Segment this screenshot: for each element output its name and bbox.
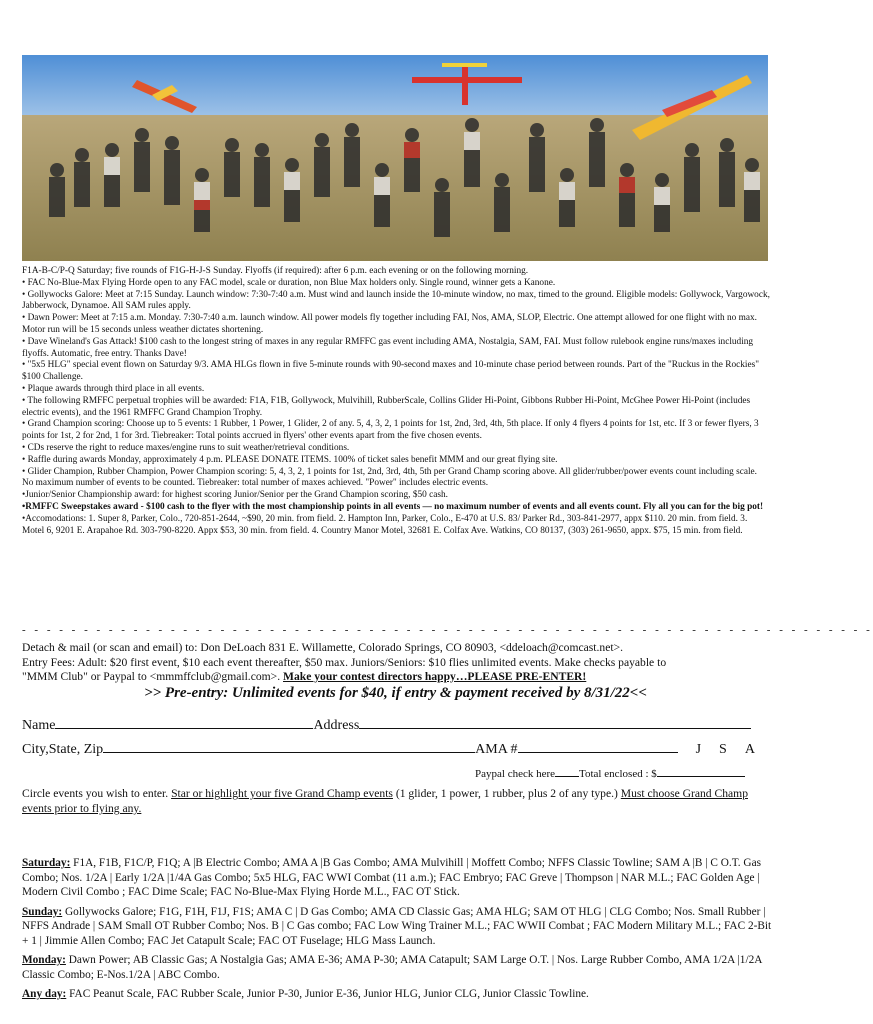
paypal-check-field[interactable]: [555, 766, 579, 777]
payment-row: [475, 766, 745, 780]
ama-number-label: AMA #: [475, 742, 518, 757]
total-enclosed-field[interactable]: [657, 766, 745, 777]
sunday-event-text: Gollywocks Galore; F1G, F1H, F1J, F1S; AMA C | D Gas Combo; AMA CD Classic Gas; AMA HLG; SAM OT HLG | CLG Combo; Nos. Small Rubber | NFFS Andrade | SAM Small OT Rubber Combo; Nos. B | C Gas combo; FAC Low Wing Trainer M.L.; FAC WWII Combat ; FAC Modern Military M.L.; FAC 2-Bit + 1 | Jimmie Allen Combo; FAC Jet Catapult Scale; FAC OT Fuselage; HLG Mass Launch.: [22, 905, 772, 947]
rules-line: •Accomodations: 1. Super 8, Parker, Colo., 720-851-2644, ~$90, 20 min. from field. 2. Hampton Inn, Parker, Colo., E-470 at U.S. 83/ Parker Rd., 303-841-2977, appx $110. 20 min. from field. 3. Motel 6, 9201 E. Arapahoe Rd. 303-790-8220. Appx $53, 30 min. from field. 4. Country Manor Motel, 32681 E. Colfax Ave. Watkins, CO 80137, (303) 261-9650, appx. $75, 15 min. from field.: [22, 513, 748, 536]
city-ama-row: [22, 740, 755, 758]
monday-events: [22, 953, 774, 982]
class-senior-option[interactable]: S: [719, 742, 727, 757]
rules-line: • Glider Champion, Rubber Champion, Power Champion scoring: 5, 4, 3, 2, 1 points for 1st, 2nd, 3rd, 4th, 5th per Grand Champ scoring above. All glider/rubber/power events count including scale. No maximum number of events to be counted. Tiebreaker: total number of maxes achieved. "Power" includes electric events.: [22, 466, 758, 489]
any-day-event-text: FAC Peanut Scale, FAC Rubber Scale, Junior P-30, Junior E-36, Junior HLG, Junior CLG, Junior Classic Towline.: [66, 988, 589, 1000]
paypal-check-label: Paypal check here: [475, 768, 556, 780]
city-state-zip-field[interactable]: [103, 740, 475, 753]
rules-section: [22, 266, 770, 537]
star-highlight-text: Star or highlight your five Grand Champ events: [171, 787, 393, 800]
paypal-text: "MMM Club" or Paypal to <mmmffclub@gmail.com>.: [22, 670, 284, 683]
rules-line: • CDs reserve the right to reduce maxes/engine runs to suit weather/retrieval conditions.: [22, 442, 350, 453]
pre-entry-banner: >> Pre-entry: Unlimited events for $40, if entry & payment received by 8/31/22<<: [144, 685, 647, 701]
saturday-event-text: F1A, F1B, F1C/P, F1Q; A |B Electric Combo; AMA A |B Gas Combo; AMA Mulvihill | Moffett Combo; NFFS Classic Towline; SAM A |B | C O.T. Gas Combo; Nos. 1/2A | Early 1/2A |1/4A Gas Combo; 5x5 HLG, FAC WWI Combat (11 a.m.); FAC Embryo; FAC Greve | Thompson | NAR M.L.; FAC Golden Age | Modern Civil Combo ; FAC Dime Scale; FAC No-Blue-Max Flying Horde M.L., FAC OT Stick.: [22, 857, 761, 898]
any-day-label: Any day:: [22, 988, 67, 1000]
event-list: [22, 856, 774, 1007]
city-state-zip-label: City,State, Zip: [22, 742, 104, 757]
entry-fees-line: Entry Fees: Adult: $20 first event, $10 each event thereafter, $50 max. Juniors/Seniors: $10 flies unlimited events. Make checks payable to: [22, 655, 667, 669]
name-label: Name: [22, 718, 56, 733]
total-enclosed-label: Total enclosed : $: [579, 768, 657, 780]
paypal-line: [22, 670, 772, 685]
rules-line: • "5x5 HLG" special event flown on Saturday 9/3. AMA HLGs flown in five 5-minute rounds with 90-second maxes and 10-minute chase period between rounds. Part of the "Ruckus in the Rockies" $100 Challenge.: [22, 360, 759, 383]
must-choose-text: Must choose Grand Champ events prior to flying any.: [22, 787, 748, 815]
rules-line: • Grand Champion scoring: Choose up to 5 events: 1 Rubber, 1 Power, 1 Glider, 2 of any. 5, 4, 3, 2, 1 points for 1st, 2nd, 3rd, 4th, 5th place. If only 4 flyers 4 points for 1st, etc. If 3 or fewer flyers, 3 points for 1st, 2 for 2nd, 1 for 3rd. Tiebreaker: Total points accrued in flyers' other events apart from the five chosen events.: [22, 419, 759, 442]
name-address-row: [22, 716, 751, 734]
rules-line: •RMFFC Sweepstakes award - $100 cash to the flyer with the most championship points in all events — no maximum number of events and all events count. Fly all you can for the big pot!: [22, 501, 764, 512]
circle-text: Circle events you wish to enter.: [22, 787, 172, 800]
address-label: Address: [313, 718, 360, 733]
rules-line: • Gollywocks Galore: Meet at 7:15 Sunday. Launch window: 7:30-7:40 a.m. Must wind and launch inside the 10-minute window, no max, timed to the ground. Eligible models: Gollywock, Vargowock, Jabberwock, Dynamoe. All SAM rules apply.: [22, 289, 770, 312]
monday-event-text: Dawn Power; AB Classic Gas; A Nostalgia Gas; AMA E-36; AMA P-30; AMA Catapult; SAM Large O.T. | Nos. Large Rubber Combo, AMA 1/2A |1/2A Classic Combo; E-Nos.1/2A | ABC Combo.: [22, 954, 762, 981]
saturday-events: [22, 856, 774, 900]
rules-line: • Dawn Power: Meet at 7:15 a.m. Monday. 7:30-7:40 a.m. launch window. All power models fly together including FAI, Nos, AMA, SLOP, Electric. One attempt allowed for one flight with no max. Motor run will be 15 seconds unless weather dictates shortening.: [22, 313, 757, 335]
rules-line: • Plaque awards through third place in all events.: [22, 383, 205, 394]
rules-line: • FAC No-Blue-Max Flying Horde open to any FAC model, scale or duration, non Blue Max holders only. Single round, winner gets a Kanone.: [22, 277, 556, 288]
circle-events-instructions: [22, 786, 772, 816]
grand-champ-requirement: (1 glider, 1 power, 1 rubber, plus 2 of any type.): [392, 787, 621, 800]
name-field[interactable]: [55, 716, 313, 729]
rules-line: • The following RMFFC perpetual trophies will be awarded: F1A, F1B, Gollywock, Mulvihill, RubberScale, Collins Glider Hi-Point, Gibbons Rubber Hi-Point, McGhee Power Hi-Point (includes electric events), and the 1961 RMFFC Grand Champion Trophy.: [22, 395, 751, 418]
class-junior-option[interactable]: J: [695, 742, 702, 757]
detach-divider: - - - - - - - - - - - - - - - - - - - - - - - - - - - - - - - - - - - - - - - - - - - - - - - - - - - - - - - - - - - - - - - - - - - - -: [22, 624, 873, 636]
group-photo-illustration: [22, 55, 768, 261]
group-photo: [22, 55, 768, 261]
monday-label: Monday:: [22, 954, 66, 966]
rules-line: F1A-B-C/P-Q Saturday; five rounds of F1G-H-J-S Sunday. Flyoffs (if required): after 6 p.m. each evening or on the following morning.: [22, 266, 529, 276]
sunday-label: Sunday:: [22, 905, 63, 918]
rules-line: • Dave Wineland's Gas Attack! $100 cash to the longest string of maxes in any regular RMFFC gas event including AMA, Nostalgia, SAM, FAI. Must follow rulebook engine runs/maxes including flyoffs. Automatic, free entry. Thanks Dave!: [22, 336, 754, 359]
saturday-label: Saturday:: [22, 857, 71, 869]
class-adult-option[interactable]: A: [744, 742, 755, 757]
mail-address-line: Detach & mail (or scan and email) to: Don DeLoach 831 E. Willamette, Colorado Springs, CO 80903, <ddeloach@comcast.net>.: [22, 641, 624, 654]
address-field[interactable]: [359, 716, 751, 729]
ama-number-field[interactable]: [518, 740, 678, 753]
rules-line: • Raffle during awards Monday, approximately 4 p.m. PLEASE DONATE ITEMS. 100% of ticket sales benefit MMM and our great flying site.: [22, 454, 558, 465]
rules-line: •Junior/Senior Championship award: for highest scoring Junior/Senior per the Grand Champion scoring, $50 cash.: [22, 490, 448, 501]
anyday-events: [22, 987, 774, 1002]
sunday-events: [22, 905, 774, 949]
pre-enter-plea: Make your contest directors happy…PLEASE PRE-ENTER!: [283, 670, 587, 683]
detach-mail-section: [22, 641, 772, 685]
